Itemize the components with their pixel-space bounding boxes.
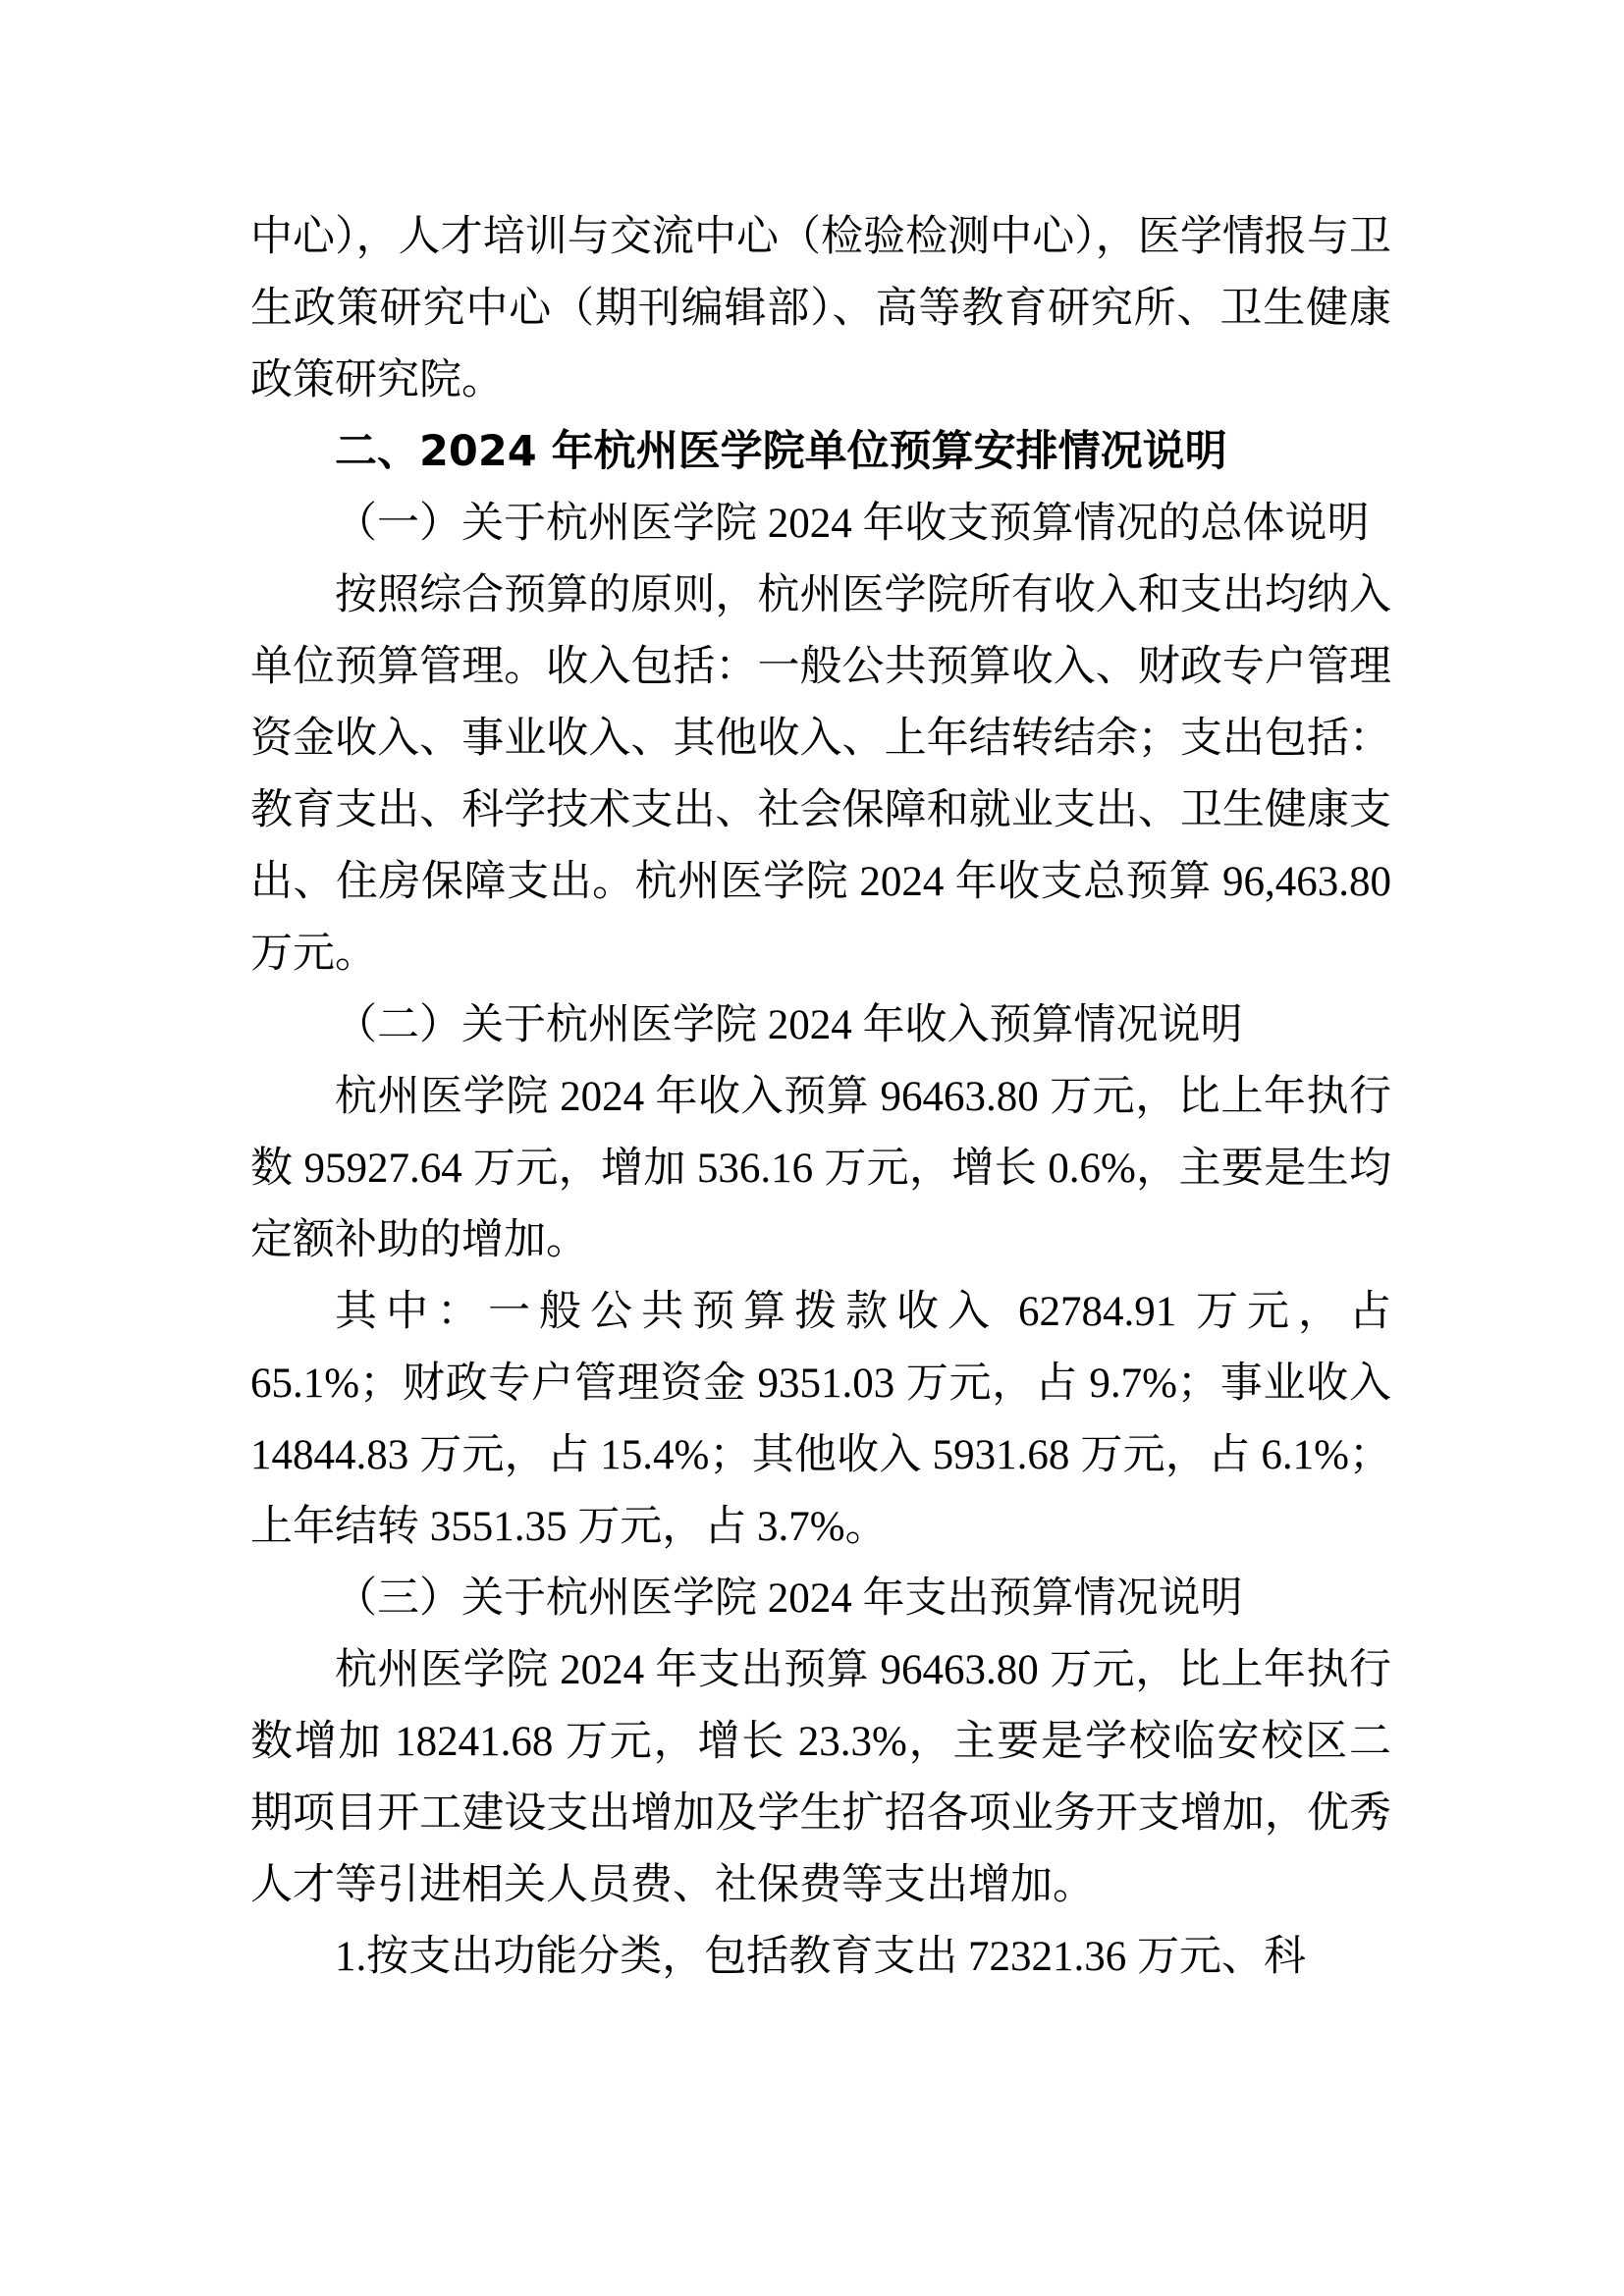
body-paragraph-income-breakdown: 其中：一般公共预算拨款收入 62784.91 万元，占 65.1%；财政专户管理资金 9351.03 万元，占 9.7%；事业收入 14844.83 万元，占 15.4%；其他收入 5931.68 万元，占 6.1%；上年结转 3551.35 万元，占 3.7%。 (250, 1289, 1391, 1550)
body-paragraph-expenditure-function: 1.按支出功能分类，包括教育支出 72321.36 万元、科 (335, 1934, 1306, 1980)
subsection-heading-2: （二）关于杭州医学院 2024 年收入预算情况说明 (335, 1002, 1243, 1048)
section-heading: 二、2024 年杭州医学院单位预算安排情况说明 (335, 427, 1227, 476)
subsection-heading-3: （三）关于杭州医学院 2024 年支出预算情况说明 (335, 1575, 1243, 1622)
document-text-block (250, 201, 1391, 1993)
subsection-heading-1: （一）关于杭州医学院 2024 年收支预算情况的总体说明 (335, 501, 1370, 547)
body-paragraph-expenditure-total: 杭州医学院 2024 年支出预算 96463.80 万元，比上年执行数增加 18241.68 万元，增长 23.3%，主要是学校临安校区二期项目开工建设支出增加及学生扩招各项业务开支增加，优秀人才等引进相关人员费、社保费等支出增加。 (250, 1647, 1391, 1908)
body-paragraph-overview: 按照综合预算的原则，杭州医学院所有收入和支出均纳入单位预算管理。收入包括：一般公共预算收入、财政专户管理资金收入、事业收入、其他收入、上年结转结余；支出包括：教育支出、科学技术支出、社会保障和就业支出、卫生健康支出、住房保障支出。杭州医学院 2024 年收支总预算 96,463.80 万元。 (250, 572, 1391, 977)
body-paragraph-income-total: 杭州医学院 2024 年收入预算 96463.80 万元，比上年执行数 95927.64 万元，增加 536.16 万元，增长 0.6%，主要是生均定额补助的增加。 (250, 1074, 1391, 1263)
continued-paragraph: 中心），人才培训与交流中心（检验检测中心），医学情报与卫生政策研究中心（期刊编辑部）、高等教育研究所、卫生健康政策研究院。 (250, 214, 1391, 403)
